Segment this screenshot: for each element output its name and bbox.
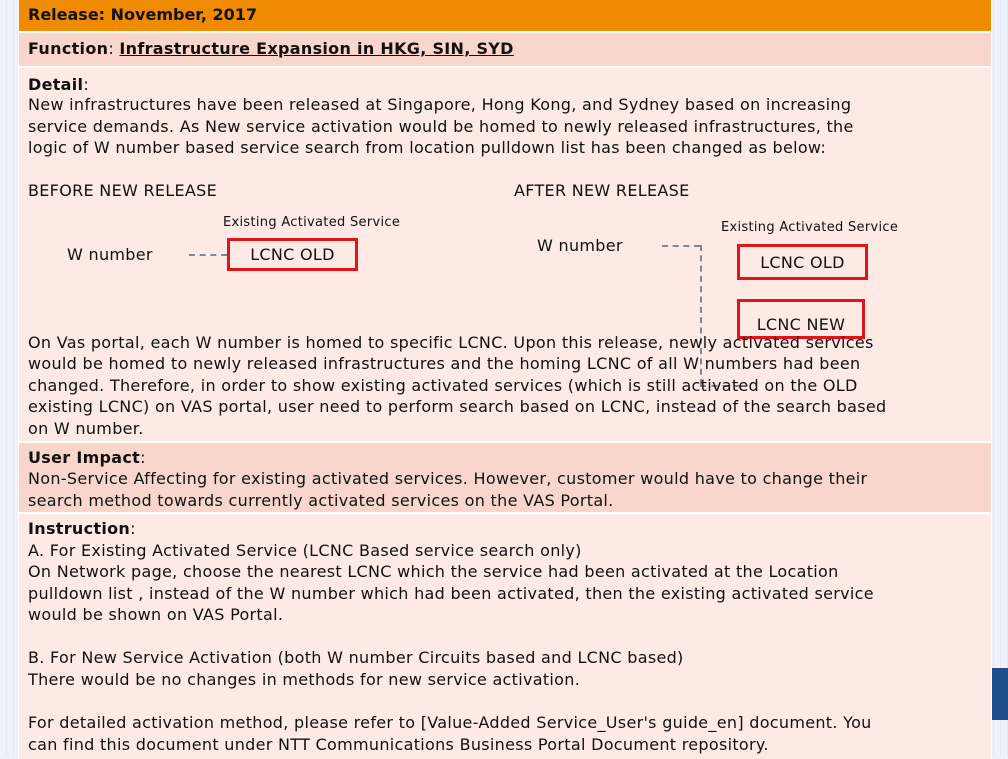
after-lcnc-old-box: LCNC OLD xyxy=(737,244,868,280)
before-connector xyxy=(189,254,227,256)
detail-body-line-1: On Vas portal, each W number is homed to specific LCNC. Upon this release, newly activated services xyxy=(28,333,874,352)
function-value: Infrastructure Expansion in HKG, SIN, SYD xyxy=(119,39,514,58)
instruction-line-9: For detailed activation method, please refer to [Value-Added Service_User's guide_en] document. You xyxy=(28,713,872,732)
after-w-number: W number xyxy=(537,236,623,255)
instruction-line-4: would be shown on VAS Portal. xyxy=(28,605,284,624)
before-lcnc-old-box: LCNC OLD xyxy=(227,238,358,271)
before-heading: BEFORE NEW RELEASE xyxy=(28,181,218,200)
release-notes-table xyxy=(18,0,992,759)
before-w-number: W number xyxy=(67,245,153,264)
detail-body-line-4: existing LCNC) on VAS portal, user need to perform search based on LCNC, instead of the search based xyxy=(28,397,887,416)
instruction-label: Instruction xyxy=(28,519,131,538)
impact-label: User Impact xyxy=(28,448,141,467)
side-tab-decoration xyxy=(992,668,1008,720)
instruction-heading: Instruction: xyxy=(28,519,136,538)
detail-intro-line-3: logic of W number based service search from location pulldown list has been changed as below: xyxy=(28,138,827,157)
detail-body-line-5: on W number. xyxy=(28,419,144,438)
after-connector-top xyxy=(662,245,700,247)
function-label: Function xyxy=(28,39,109,58)
after-heading: AFTER NEW RELEASE xyxy=(514,181,690,200)
detail-heading: Detail: xyxy=(28,75,90,94)
release-label: Release: November, 2017 xyxy=(28,5,258,24)
instruction-line-3: pulldown list , instead of the W number which had been activated, then the existing activated service xyxy=(28,584,874,603)
before-caption: Existing Activated Service xyxy=(223,215,401,230)
impact-line-1: Non-Service Affecting for existing activated services. However, customer would have to change their xyxy=(28,469,868,488)
function-line: Function: Infrastructure Expansion in HKG, SIN, SYD xyxy=(28,39,514,58)
detail-body-line-3: changed. Therefore, in order to show existing activated services (which is still activated on the OLD xyxy=(28,376,858,395)
user-impact-row xyxy=(19,443,991,514)
instruction-line-1: A. For Existing Activated Service (LCNC Based service search only) xyxy=(28,541,582,560)
instruction-line-6: B. For New Service Activation (both W number Circuits based and LCNC based) xyxy=(28,648,684,667)
after-caption: Existing Activated Service xyxy=(721,220,899,235)
function-row xyxy=(19,33,991,68)
detail-label: Detail xyxy=(28,75,84,94)
impact-heading: User Impact: xyxy=(28,448,146,467)
detail-intro-line-2: service demands. As New service activation would be homed to newly released infrastructures, the xyxy=(28,117,854,136)
after-lcnc-new-box: LCNC NEW xyxy=(737,299,865,339)
release-header-row xyxy=(19,0,991,33)
impact-line-2: search method towards currently activated services on the VAS Portal. xyxy=(28,491,614,510)
detail-intro-line-1: New infrastructures have been released at Singapore, Hong Kong, and Sydney based on increasing xyxy=(28,95,852,114)
detail-row xyxy=(19,68,991,443)
instruction-row xyxy=(19,514,991,759)
instruction-line-2: On Network page, choose the nearest LCNC which the service had been activated at the Location xyxy=(28,562,839,581)
instruction-line-10: can find this document under NTT Communications Business Portal Document repository. xyxy=(28,735,769,754)
instruction-line-7: There would be no changes in methods for new service activation. xyxy=(28,670,581,689)
detail-body-line-2: would be homed to newly released infrastructures and the homing LCNC of all W numbers had been xyxy=(28,354,861,373)
